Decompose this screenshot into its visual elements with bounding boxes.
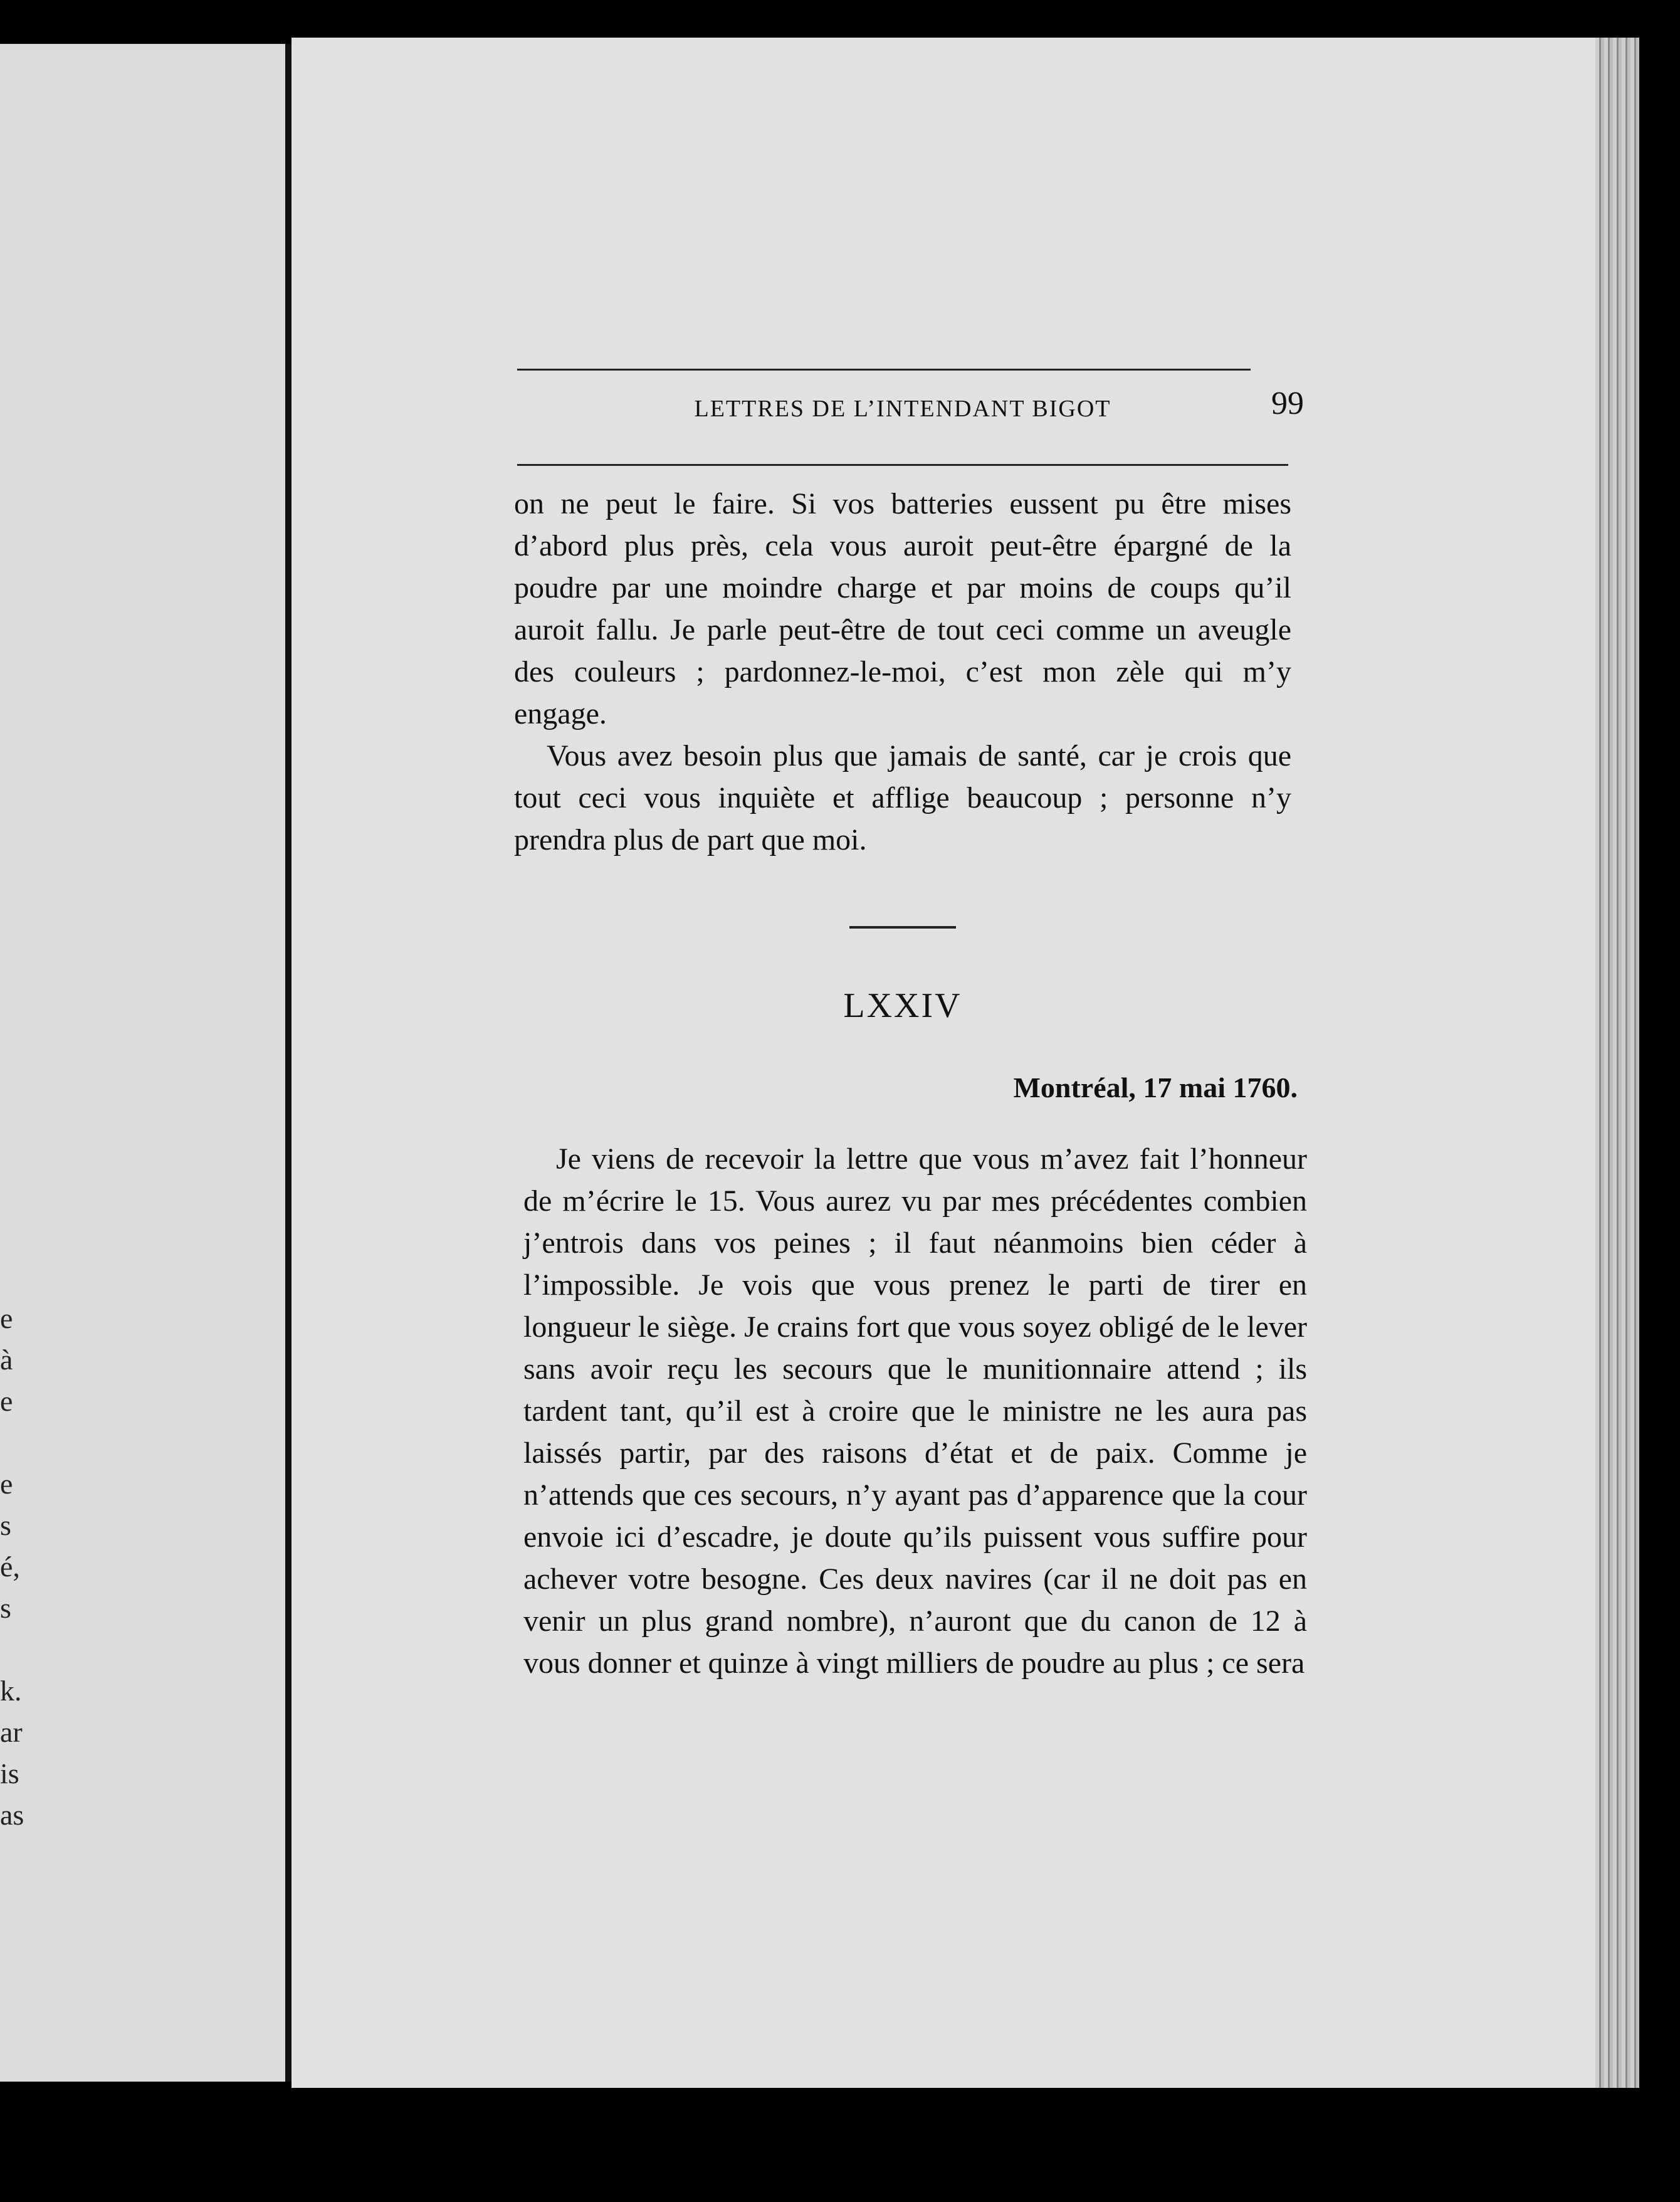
fragment: ar: [0, 1716, 23, 1748]
letter-body: [523, 1138, 1307, 1684]
fragment: is: [0, 1757, 19, 1789]
fragment: as: [0, 1799, 24, 1831]
fragment: à: [0, 1344, 13, 1376]
facing-page-left: [0, 44, 289, 2082]
fragment: e: [0, 1302, 13, 1334]
facing-page-text-fragments: [0, 1298, 38, 1836]
fragment: é,: [0, 1551, 20, 1583]
page-number: 99: [1271, 386, 1304, 421]
page-right: [291, 38, 1595, 2088]
section-divider: [849, 926, 956, 929]
fragment: k.: [0, 1675, 22, 1707]
paragraph: on ne peut le faire. Si vos batteries eussent pu être mises d’abord plus près, cela vous auroit peut-être épargné de la poudre par une moindre charge et par moins de coups qu’il auroit fallu. Je parle peut-être de tout ceci comme un aveugle des couleurs ; pardonnez-le-moi, c’est mon zèle qui m’y engage.: [514, 487, 1291, 730]
running-title: LETTRES DE L’INTENDANT BIGOT: [694, 396, 1111, 422]
letter-number: LXXIV: [843, 986, 962, 1025]
continuation-text: [514, 483, 1291, 861]
paragraph: Vous avez besoin plus que jamais de santé, car je crois que tout ceci vous inquiète et afflige beaucoup ; personne n’y prendra plus de part que moi.: [514, 739, 1291, 856]
page-edges: [1595, 38, 1639, 2088]
fragment: s: [0, 1592, 11, 1624]
fragment: s: [0, 1509, 11, 1541]
paragraph: Je viens de recevoir la lettre que vous m’avez fait l’honneur de m’écrire le 15. Vous aurez vu par mes précédentes combien j’entrois dans vos peines ; il faut néanmoins bien céder à l’impossible. Je vois que vous prenez le parti de tirer en longueur le siège. Je crains fort que vous soyez obligé de le lever sans avoir reçu les secours que le munitionnaire attend ; ils tardent tant, qu’il est à croire que le ministre ne les aura pas laissés partir, par des raisons d’état et de paix. Comme je n’attends que ces secours, n’y ayant pas d’apparence que la cour envoie ici d’escadre, je doute qu’ils puissent vous suffire pour achever votre besogne. Ces deux navires (car il ne doit pas en venir un plus grand nombre), n’auront que du canon de 12 à vous donner et quinze à vingt milliers de poudre au plus ; ce sera: [523, 1142, 1307, 1680]
book-gutter: [285, 44, 291, 2082]
fragment: e: [0, 1468, 13, 1500]
fragment: e: [0, 1385, 13, 1417]
dateline: Montréal, 17 mai 1760.: [1013, 1072, 1298, 1104]
fragment: [0, 1422, 38, 1463]
header-bottom-rule: [517, 464, 1288, 466]
fragment: [0, 1629, 38, 1670]
header-top-rule: [517, 369, 1251, 371]
